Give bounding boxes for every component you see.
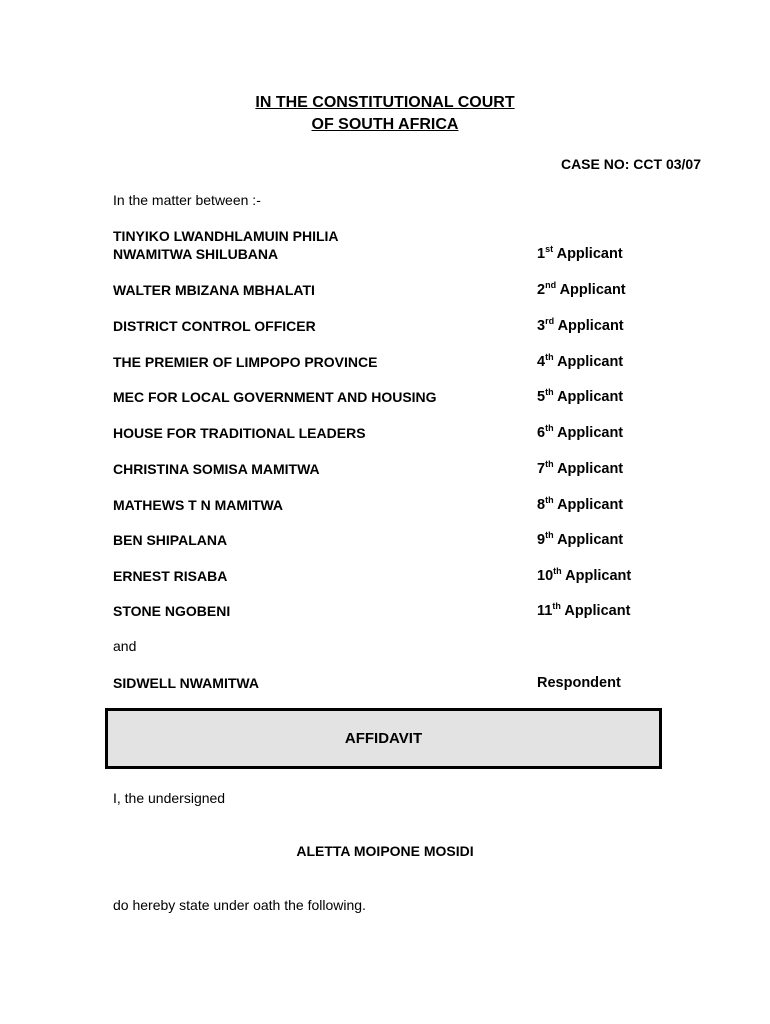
applicant-9-role-label: Applicant bbox=[557, 532, 624, 548]
respondent-role: Respondent bbox=[537, 675, 621, 691]
applicant-9-role bbox=[537, 531, 623, 549]
applicant-1-role bbox=[537, 245, 623, 263]
applicant-10-number: 10 bbox=[537, 568, 554, 584]
and-separator: and bbox=[113, 638, 137, 654]
applicant-2-number: 2 bbox=[537, 282, 546, 298]
applicant-4-name: THE PREMIER OF LIMPOPO PROVINCE bbox=[113, 354, 378, 370]
applicant-1-name-line1: TINYIKO LWANDHLAMUIN PHILIA bbox=[113, 228, 339, 244]
applicant-6-role-label: Applicant bbox=[557, 425, 624, 441]
undersigned-text: I, the undersigned bbox=[113, 790, 226, 806]
applicant-10-role bbox=[537, 567, 631, 585]
applicant-1-ordinal: st bbox=[545, 244, 554, 254]
applicant-2-role bbox=[537, 281, 626, 299]
applicant-11-role bbox=[537, 602, 630, 620]
applicant-6-ordinal: th bbox=[545, 423, 554, 433]
applicant-7-number: 7 bbox=[537, 461, 546, 477]
applicant-1-name bbox=[113, 227, 339, 263]
intro-text: In the matter between :- bbox=[113, 192, 261, 208]
applicant-7-role bbox=[537, 460, 623, 478]
applicant-7-ordinal: th bbox=[545, 459, 554, 469]
applicant-1-role-label: Applicant bbox=[556, 246, 623, 262]
applicant-8-number: 8 bbox=[537, 497, 546, 513]
applicant-9-ordinal: th bbox=[545, 530, 554, 540]
applicant-9-number: 9 bbox=[537, 532, 546, 548]
applicant-4-role-label: Applicant bbox=[557, 354, 624, 370]
applicant-2-ordinal: nd bbox=[545, 280, 557, 290]
affidavit-title: AFFIDAVIT bbox=[344, 730, 423, 747]
applicant-7-role-label: Applicant bbox=[557, 461, 624, 477]
affidavit-heading-box bbox=[105, 708, 662, 769]
applicant-9-name: BEN SHIPALANA bbox=[113, 532, 228, 548]
applicant-5-role bbox=[537, 388, 623, 406]
applicant-1-name-line2: NWAMITWA SHILUBANA bbox=[113, 246, 279, 262]
applicant-11-role-label: Applicant bbox=[564, 603, 631, 619]
applicant-6-role bbox=[537, 424, 623, 442]
applicant-5-name: MEC FOR LOCAL GOVERNMENT AND HOUSING bbox=[113, 389, 437, 405]
respondent-name: SIDWELL NWAMITWA bbox=[113, 675, 259, 691]
applicant-8-role bbox=[537, 496, 623, 514]
applicant-4-number: 4 bbox=[537, 354, 546, 370]
applicant-11-number: 11 bbox=[537, 603, 553, 619]
court-title-line1: IN THE CONSTITUTIONAL COURT bbox=[255, 94, 515, 111]
applicant-3-name: DISTRICT CONTROL OFFICER bbox=[113, 318, 316, 334]
applicant-8-ordinal: th bbox=[545, 495, 554, 505]
deponent-name: ALETTA MOIPONE MOSIDI bbox=[296, 843, 474, 859]
applicant-10-role-label: Applicant bbox=[565, 568, 632, 584]
case-number: CASE NO: CCT 03/07 bbox=[560, 156, 701, 172]
applicant-5-number: 5 bbox=[537, 389, 546, 405]
applicant-2-name: WALTER MBIZANA MBHALATI bbox=[113, 282, 315, 298]
applicant-6-name: HOUSE FOR TRADITIONAL LEADERS bbox=[113, 425, 366, 441]
applicant-11-ordinal: th bbox=[552, 601, 561, 611]
applicant-3-number: 3 bbox=[537, 318, 546, 334]
applicant-10-name: ERNEST RISABA bbox=[113, 568, 228, 584]
applicant-2-role-label: Applicant bbox=[559, 282, 626, 298]
applicant-1-number: 1 bbox=[537, 246, 546, 262]
applicant-8-name: MATHEWS T N MAMITWA bbox=[113, 497, 284, 513]
applicant-5-ordinal: th bbox=[545, 387, 554, 397]
applicant-11-name: STONE NGOBENI bbox=[113, 603, 231, 619]
applicant-3-role-label: Applicant bbox=[557, 318, 624, 334]
applicant-6-number: 6 bbox=[537, 425, 546, 441]
applicant-4-role bbox=[537, 353, 623, 371]
applicant-3-role bbox=[537, 317, 624, 335]
applicant-3-ordinal: rd bbox=[545, 316, 555, 326]
court-title-line2: OF SOUTH AFRICA bbox=[311, 116, 459, 133]
applicant-8-role-label: Applicant bbox=[557, 497, 624, 513]
applicant-5-role-label: Applicant bbox=[557, 389, 624, 405]
applicant-4-ordinal: th bbox=[545, 352, 554, 362]
applicant-7-name: CHRISTINA SOMISA MAMITWA bbox=[113, 461, 320, 477]
oath-text: do hereby state under oath the following. bbox=[113, 897, 366, 913]
applicant-10-ordinal: th bbox=[553, 566, 562, 576]
